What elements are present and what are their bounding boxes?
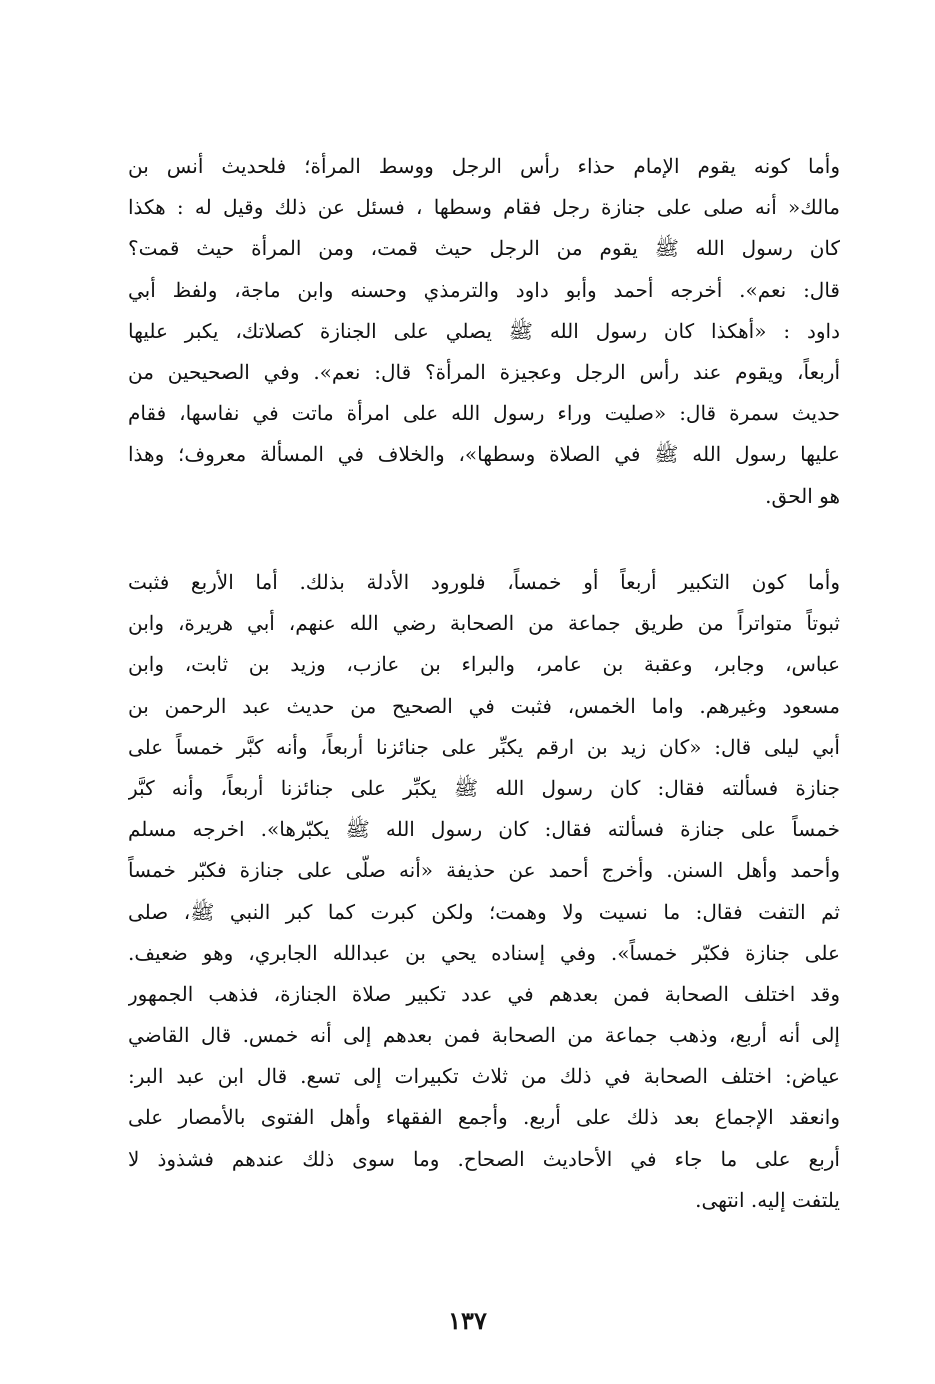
paragraph-line: هو الحق. — [765, 483, 840, 508]
paragraph-line: عليها رسول الله ﷺ في الصلاة وسطها»، والخلاف في المسألة معروف؛ وهذا — [128, 442, 840, 467]
paragraph-2 — [128, 562, 840, 1221]
paragraph-line: وقد اختلف الصحابة فمن بعدهم في عدد تكبير صلاة الجنازة، فذهب الجمهور — [128, 981, 840, 1006]
paragraph-line: خمساً على جنازة فسألته فقال: كان رسول الله ﷺ يكبّرها». اخرجه مسلم — [128, 817, 840, 842]
paragraph-line: وأما كونه يقوم الإمام حذاء رأس الرجل ووسط المرأة؛ فلحديث أنس بن — [128, 154, 840, 178]
paragraph-line: ثم التفت فقال: ما نسيت ولا وهمت؛ ولكن كبرت كما كبر النبي ﷺ، صلى — [128, 899, 840, 924]
paragraph-line: ثبوتاً متواتراً من طريق جماعة من الصحابة رضي الله عنهم، أبي هريرة، وابن — [128, 611, 840, 636]
paragraph-line: وأما كون التكبير أربعاً أو خمساً، فلورود الأدلة بذلك. أما الأربع فثبت — [128, 570, 840, 594]
paragraph-line: وانعقد الإجماع بعد ذلك على أربع. وأجمع الفقهاء وأهل الفتوى بالأمصار على — [128, 1105, 840, 1130]
paragraph-line: جنازة فسألته فقال: كان رسول الله ﷺ يكبِّر على جنائزنا أربعاً، وأنه كبَّر — [128, 775, 840, 800]
paragraph-line: عباس، وجابر، وعقبة بن عامر، والبراء بن عازب، وزيد بن ثابت، وابن — [128, 652, 840, 677]
page-number: ١٣٧ — [448, 1306, 487, 1335]
paragraph-line: مسعود وغيرهم. واما الخمس، فثبت في الصحيح من حديث عبد الرحمن بن — [128, 693, 840, 718]
paragraph-line: أربعاً، ويقوم عند رأس الرجل وعجيزة المرأة؟ قال: نعم». وفي الصحيحين من — [128, 359, 840, 384]
paragraph-line: حديث سمرة قال: «صليت وراء رسول الله على امرأة ماتت في نفاسها، فقام — [128, 401, 840, 426]
paragraph-line: عياض: اختلف الصحابة في ذلك من ثلاث تكبيرات إلى تسع. قال ابن عبد البر: — [128, 1064, 840, 1089]
paragraph-line: يلتفت إليه. انتهى. — [695, 1187, 840, 1212]
paragraph-line: أبي ليلى قال: «كان زيد بن ارقم يكبِّر على جنائزنا أربعاً، وأنه كبَّر خمساً على — [128, 734, 840, 759]
paragraph-1 — [128, 146, 840, 517]
paragraph-line: قال: نعم». أخرجه أحمد وأبو داود والترمذي وحسنه وابن ماجة، ولفظ أبي — [128, 277, 840, 302]
paragraph-line: إلى أنه أربع، وذهب جماعة من الصحابة فمن بعدهم إلى أنه خمس. قال القاضي — [128, 1023, 840, 1048]
paragraph-line: وأحمد وأهل السنن. وأخرج أحمد عن حذيفة «أنه صلّى على جنازة فكبّر خمساً — [128, 858, 840, 883]
paragraph-line: أربع على ما جاء في الأحاديث الصحاح. وما سوى ذلك عندهم فشذوذ لا — [128, 1146, 840, 1171]
paragraph-line: كان رسول الله ﷺ يقوم من الرجل حيث قمت، ومن المرأة حيث قمت؟ — [128, 236, 840, 261]
paragraph-line: داود : «أهكذا كان رسول الله ﷺ يصلي على الجنازة كصلاتك، يكبر عليها — [128, 318, 840, 343]
paragraph-line: على جنازة فكبّر خمساً». وفي إسناده يحي بن عبدالله الجابري، وهو ضعيف. — [128, 940, 840, 965]
paragraph-line: مالك« أنه صلى على جنازة رجل فقام وسطها ، فسئل عن ذلك وقيل له : هكذا — [128, 195, 840, 220]
